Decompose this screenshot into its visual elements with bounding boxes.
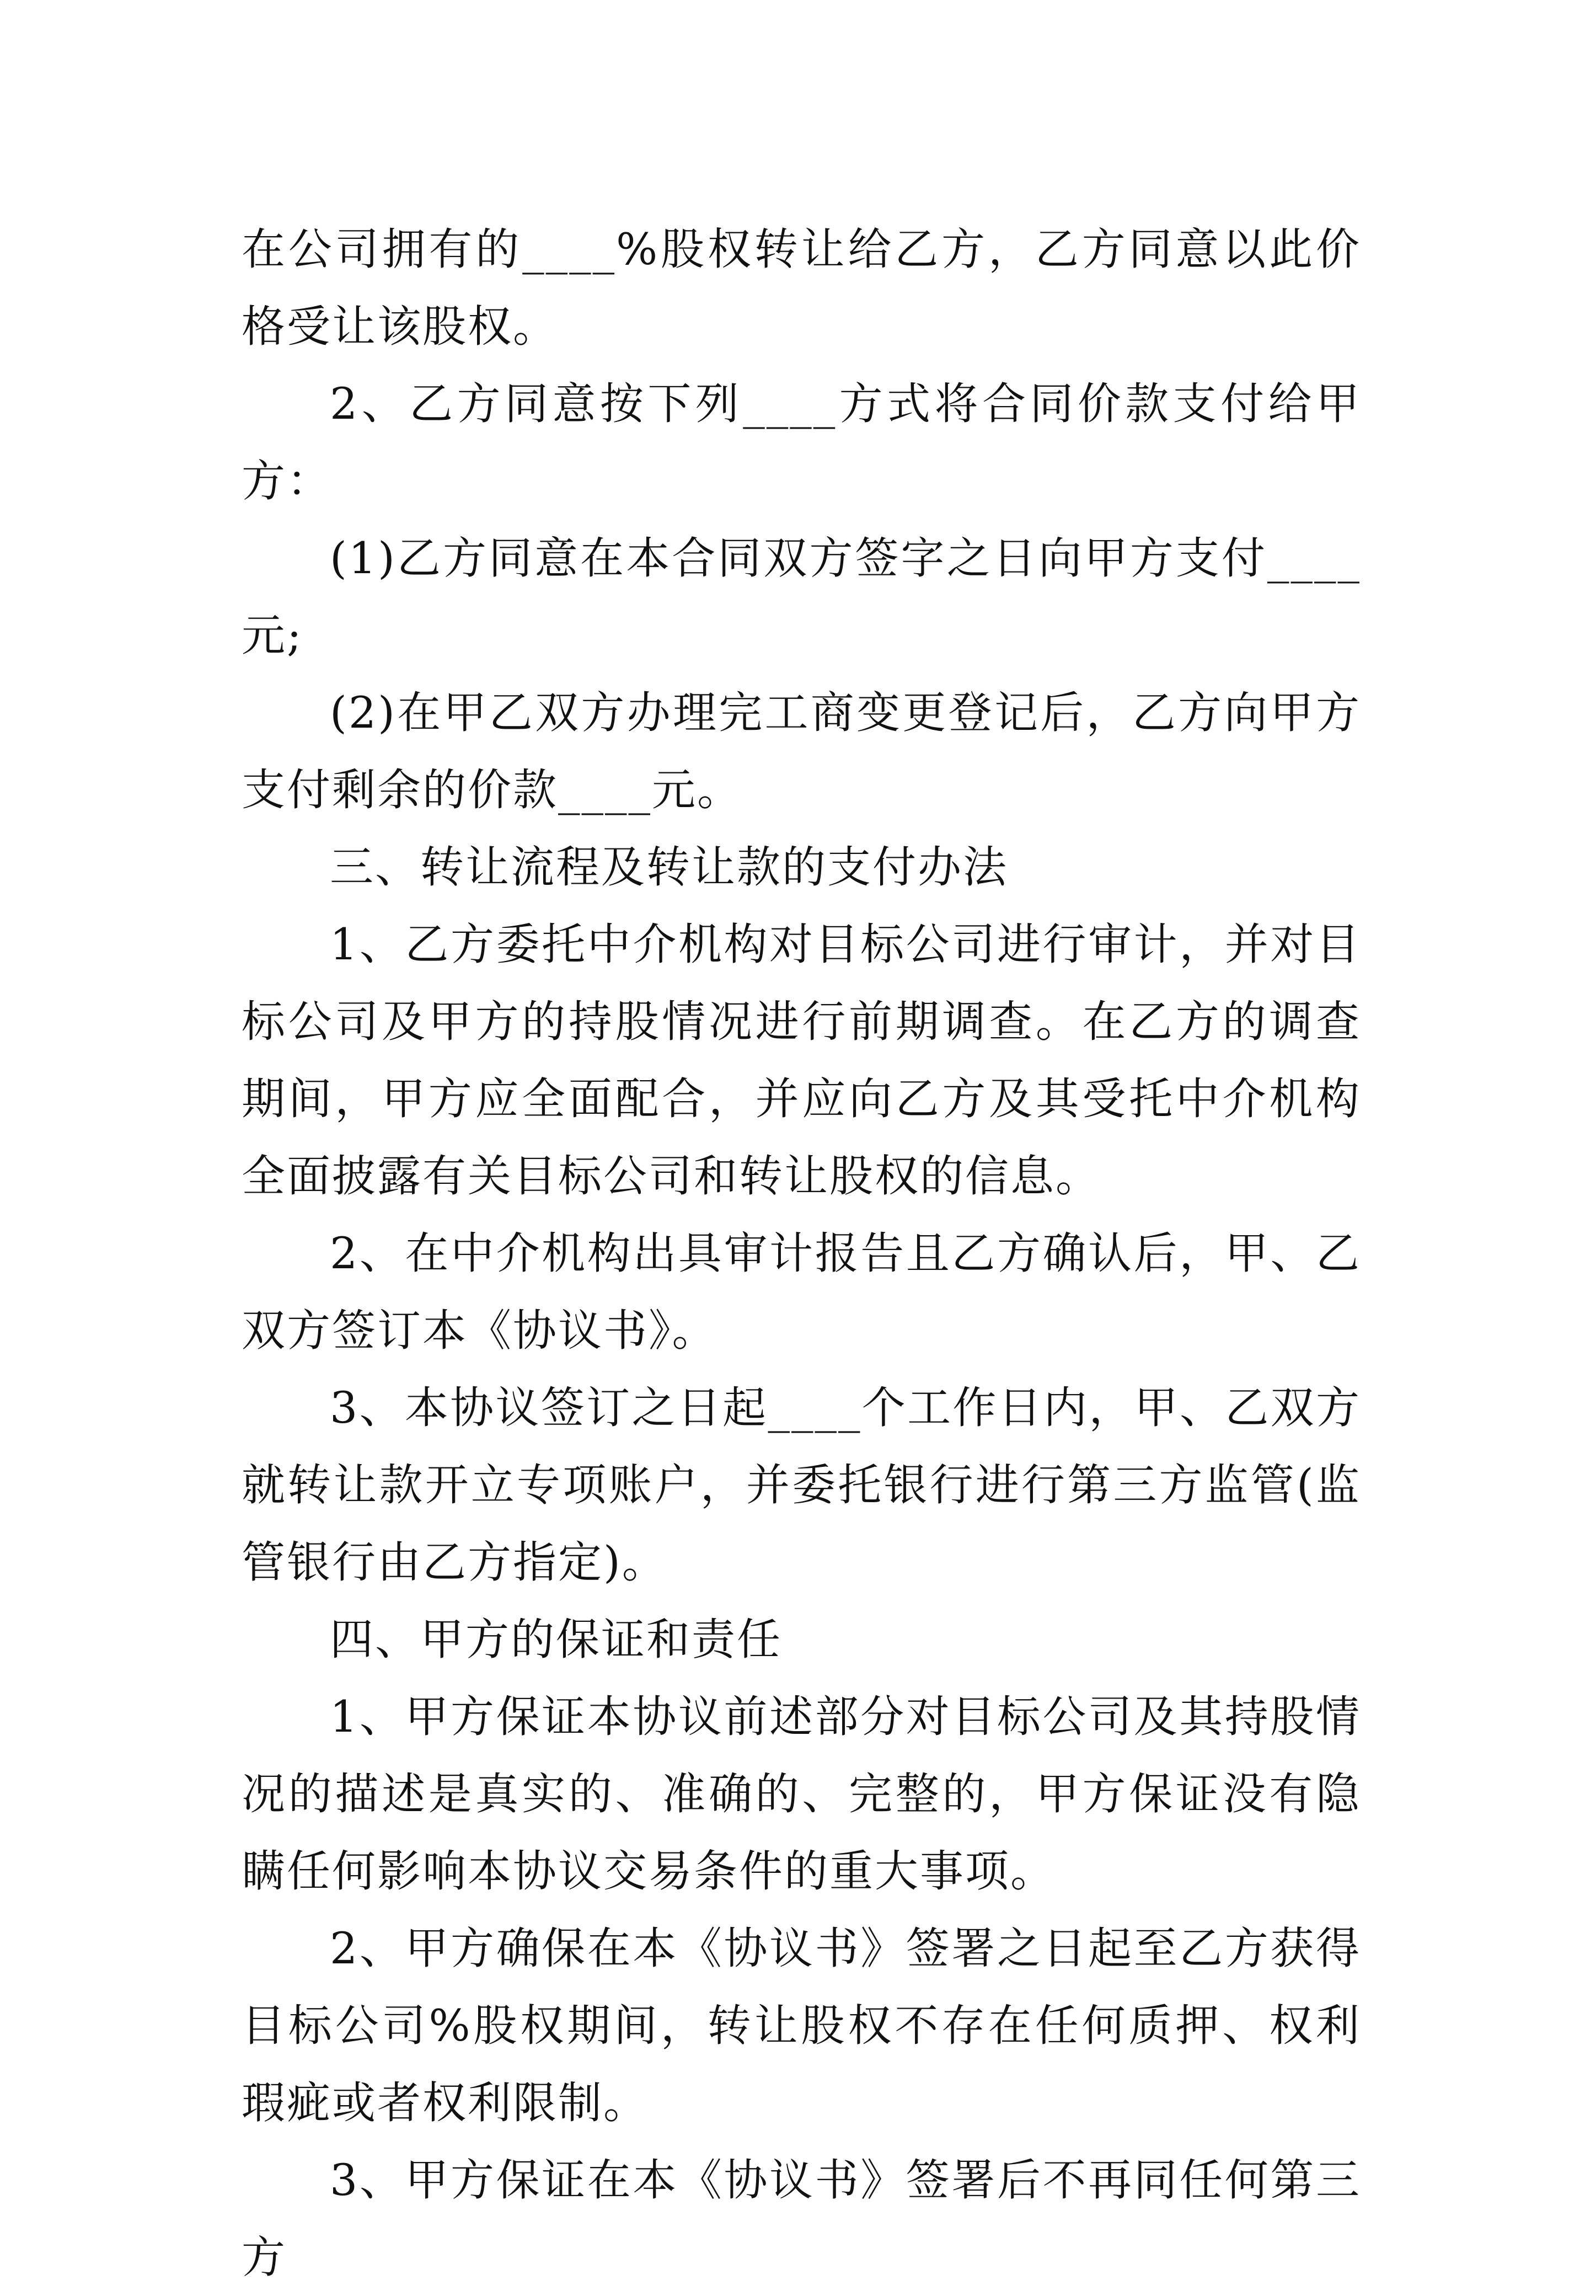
document-body [242, 211, 1361, 2296]
paragraph-audit: 1、乙方委托中介机构对目标公司进行审计，并对目标公司及甲方的持股情况进行前期调查。在乙方的调查期间，甲方应全面配合，并应向乙方及其受托中介机构全面披露有关目标公司和转让股权的信息。 [242, 919, 1361, 1202]
section-heading-party-a-guarantee: 四、甲方的保证和责任 [330, 1614, 782, 1665]
paragraph-guarantee-3: 3、甲方保证在本《协议书》签署后不再同任何第三方 [242, 2155, 1361, 2283]
paragraph-guarantee-2: 2、甲方确保在本《协议书》签署之日起至乙方获得目标公司%股权期间，转让股权不存在任何质押、权利瑕疵或者权利限制。 [242, 1923, 1361, 2128]
paragraph-payment-method: 2、乙方同意按下列____方式将合同价款支付给甲方： [242, 378, 1361, 506]
paragraph-sign-agreement: 2、在中介机构出具审计报告且乙方确认后，甲、乙双方签订本《协议书》。 [242, 1228, 1361, 1356]
paragraph-payment-item-2: (2)在甲乙双方办理完工商变更登记后，乙方向甲方支付剩余的价款____元。 [242, 687, 1361, 815]
paragraph-escrow-account: 3、本协议签订之日起____个工作日内，甲、乙双方就转让款开立专项账户，并委托银行进行第三方监管(监管银行由乙方指定)。 [242, 1382, 1361, 1588]
paragraph-equity-transfer-clause: 在公司拥有的____%股权转让给乙方，乙方同意以此价格受让该股权。 [242, 224, 1361, 352]
paragraph-payment-item-1: (1)乙方同意在本合同双方签字之日向甲方支付____元; [242, 533, 1361, 661]
paragraph-guarantee-1: 1、甲方保证本协议前述部分对目标公司及其持股情况的描述是真实的、准确的、完整的，甲方保证没有隐瞒任何影响本协议交易条件的重大事项。 [242, 1691, 1361, 1897]
section-heading-transfer-process: 三、转让流程及转让款的支付办法 [330, 842, 1008, 893]
